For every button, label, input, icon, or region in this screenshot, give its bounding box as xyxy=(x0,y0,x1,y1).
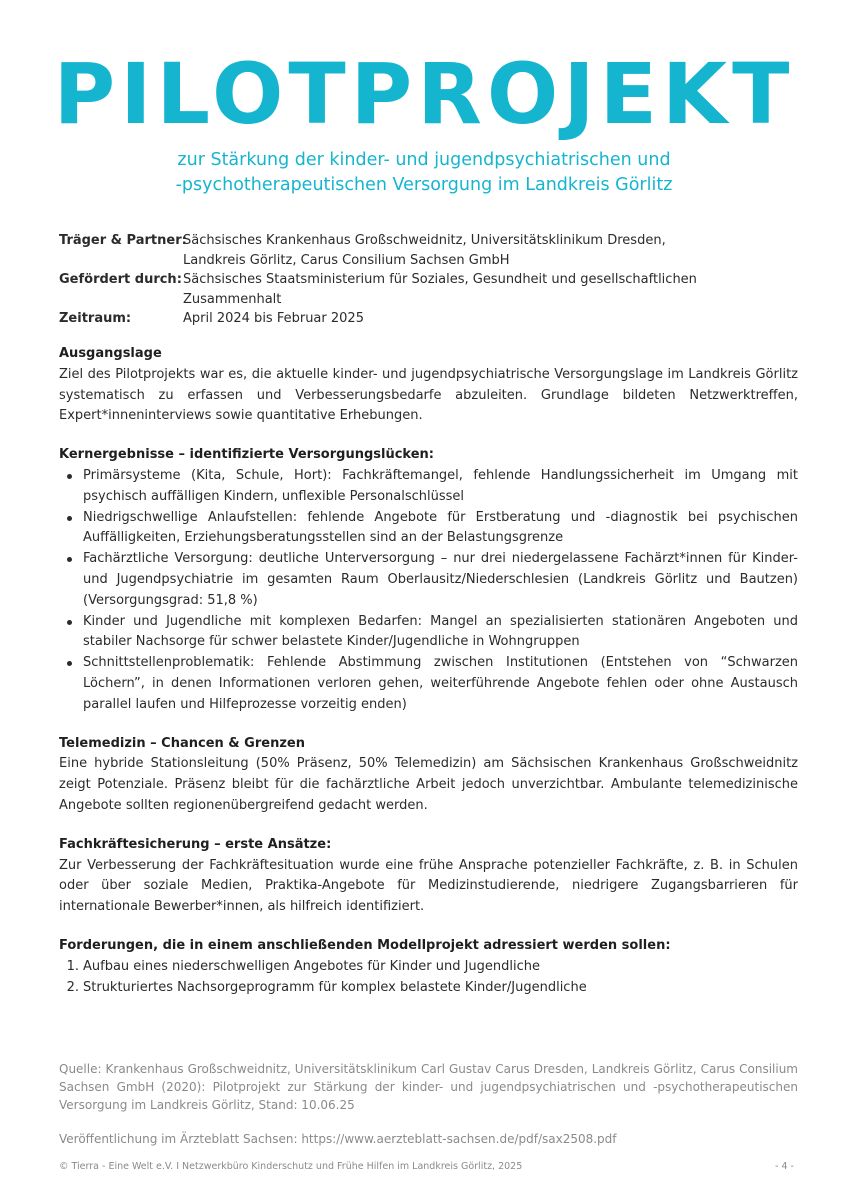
section-text: Eine hybride Stationsleitung (50% Präsenz, 50% Telemedizin) am Sächsischen Krankenhaus Großschweidnitz zeigt Potenziale. Präsenz bleibt für die fachärztliche Arbeit jedoch unverzichtbar. Ambulante telemedizinische Angebote sollten regionenübergreifend gedacht werden. xyxy=(59,756,798,813)
section-heading: Kernergebnisse – identifizierte Versorgungslücken: xyxy=(59,447,434,463)
meta-row-zeitraum xyxy=(59,309,799,329)
meta-label: Träger & Partner: xyxy=(59,233,187,248)
list-item: Schnittstellenproblematik: Fehlende Abstimmung zwischen Institutionen (Entstehen von “Schwarzen Löchern”, in denen Informationen verloren gehen, weiterführende Angebote fehlen oder ohne Austausch parallel laufen und Hilfeprozesse vorzeitig enden) xyxy=(59,653,798,715)
project-meta xyxy=(59,231,799,329)
section-forderungen xyxy=(59,936,798,998)
list-item xyxy=(59,957,798,978)
page-footer xyxy=(59,1160,794,1174)
publication-note: Veröffentlichung im Ärzteblatt Sachsen: https://www.aerzteblatt-sachsen.de/pdf/sax2508.pdf xyxy=(59,1132,617,1146)
source-note: Quelle: Krankenhaus Großschweidnitz, Universitätsklinikum Carl Gustav Carus Dresden, Landkreis Görlitz, Carus Consilium Sachsen GmbH (2020): Pilotprojekt zur Stärkung der kinder- und jugendpsychiatrischen und -psychotherapeutischen Versorgung im Landkreis Görlitz, Stand: 10.06.25 xyxy=(59,1062,798,1112)
list-item: Fachärztliche Versorgung: deutliche Unterversorgung – nur drei niedergelassene Fachärzt*innen für Kinder- und Jugendpsychiatrie im gesamten Raum Oberlausitz/Niederschlesien (Landkreis Görlitz und Bautzen) (Versorgungsgrad: 51,8 %) xyxy=(59,549,798,611)
page-title: PILOTPROJEKT xyxy=(53,45,795,143)
section-heading: Telemedizin – Chancen & Grenzen xyxy=(59,735,305,751)
meta-value: Sächsisches Krankenhaus Großschweidnitz, Universitätsklinikum Dresden, Landkreis Görlitz, Carus Consilium Sachsen GmbH xyxy=(183,233,666,268)
main-content xyxy=(59,344,798,1016)
meta-label: Gefördert durch: xyxy=(59,272,182,287)
section-kernergebnisse xyxy=(59,445,798,715)
section-heading: Fachkräftesicherung – erste Ansätze: xyxy=(59,836,332,852)
list-item xyxy=(59,978,798,999)
footer-copyright: © Tierra - Eine Welt e.V. I Netzwerkbüro Kinderschutz und Frühe Hilfen im Landkreis Görlitz, 2025 xyxy=(59,1161,523,1172)
meta-row-foerderung xyxy=(59,270,799,309)
page-number: - 4 - xyxy=(775,1161,794,1172)
meta-row-traeger xyxy=(59,231,799,270)
subtitle-line: -psychotherapeutischen Versorgung im Landkreis Görlitz xyxy=(175,175,673,195)
page-subtitle xyxy=(0,148,848,198)
list-item: Primärsysteme (Kita, Schule, Hort): Fachkräftemangel, fehlende Handlungssicherheit im Umgang mit psychisch auffälligen Kindern, unflexible Personalschlüssel xyxy=(59,466,798,508)
list-number: 2. xyxy=(66,979,79,995)
section-heading: Ausgangslage xyxy=(59,346,162,361)
section-ausgangslage xyxy=(59,344,798,427)
subtitle-line: zur Stärkung der kinder- und jugendpsychiatrischen und xyxy=(177,150,671,170)
list-item: Niedrigschwellige Anlaufstellen: fehlende Angebote für Erstberatung und -diagnostik bei psychischen Auffälligkeiten, Erziehungsberatungsstellen sind an der Belastungsgrenze xyxy=(59,508,798,550)
section-text: Zur Verbesserung der Fachkräftesituation wurde eine frühe Ansprache potenzieller Fachkräfte, z. B. in Schulen oder über soziale Medien, Praktika-Angebote für Medizinstudierende, niedrigere Zugangsbarrieren für internationale Bewerber*innen, als hilfreich identifiziert. xyxy=(59,857,798,915)
section-telemedizin xyxy=(59,734,798,817)
list-number: 1. xyxy=(66,958,79,974)
meta-value: April 2024 bis Februar 2025 xyxy=(183,311,364,326)
demands-list xyxy=(59,957,798,999)
findings-list xyxy=(59,466,798,716)
section-fachkraeftesicherung xyxy=(59,835,798,918)
meta-label: Zeitraum: xyxy=(59,311,132,326)
section-heading: Forderungen, die in einem anschließenden Modellprojekt adressiert werden sollen: xyxy=(59,937,671,953)
section-text: Ziel des Pilotprojekts war es, die aktuelle kinder- und jugendpsychiatrische Versorgungslage im Landkreis Görlitz systematisch zu erfassen und Verbesserungsbedarfe abzuleiten. Grundlage bildeten Netzwerktreffen, Expert*inneninterviews sowie quantitative Erhebungen. xyxy=(59,366,798,424)
meta-value: Sächsisches Staatsministerium für Soziales, Gesundheit und gesellschaftlichen Zusammenhalt xyxy=(183,272,697,307)
list-text: Strukturiertes Nachsorgeprogramm für komplex belastete Kinder/Jugendliche xyxy=(83,979,587,995)
list-text: Aufbau eines niederschwelligen Angebotes für Kinder und Jugendliche xyxy=(83,958,541,974)
list-item: Kinder und Jugendliche mit komplexen Bedarfen: Mangel an spezialisierten stationären Angeboten und stabiler Nachsorge für schwer belastete Kinder/Jugendliche in Wohngruppen xyxy=(59,612,798,654)
